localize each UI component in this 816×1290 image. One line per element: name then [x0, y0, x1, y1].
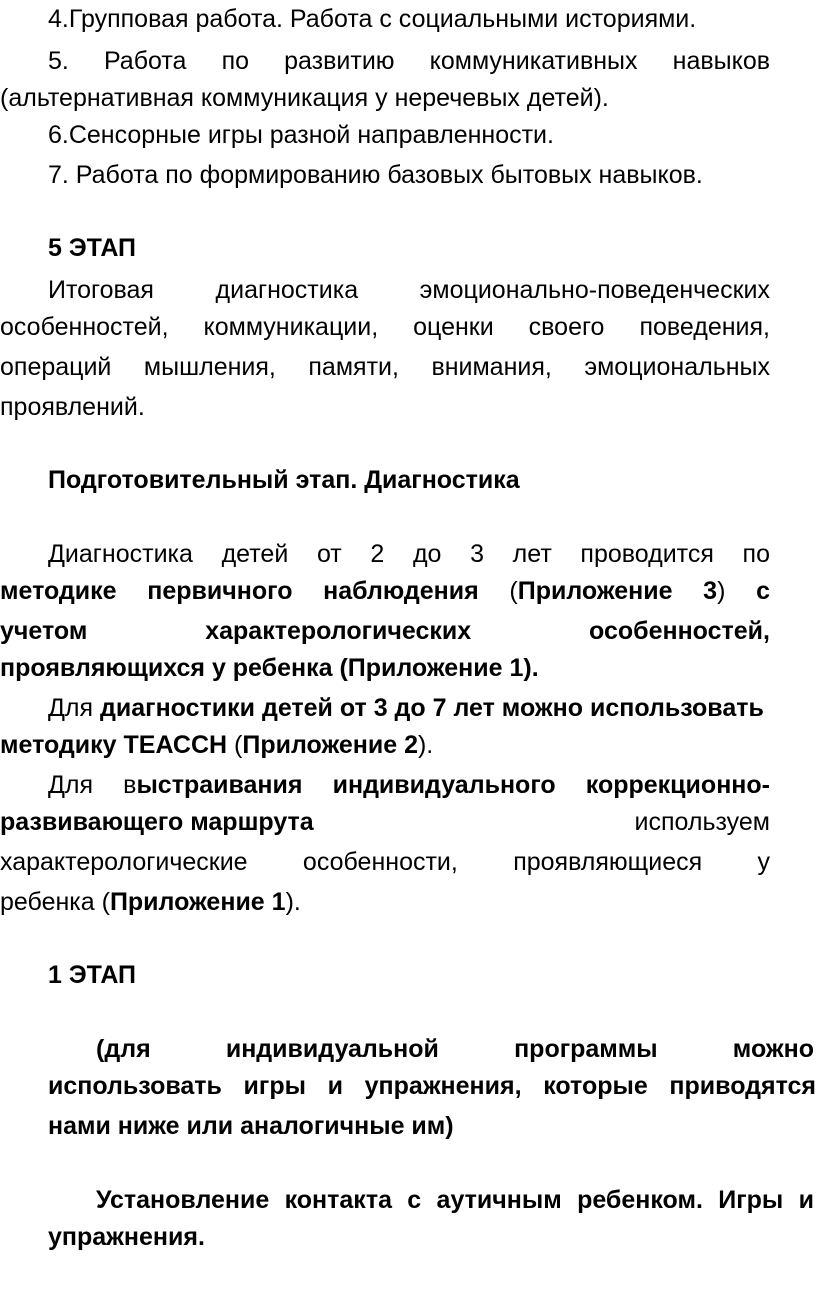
subsection-title-line-1: Установление контакта с аутичным ребенком. Игры и: [96, 1186, 814, 1214]
prep-p2-line-1: Для диагностики детей от 3 до 7 лет можно использовать: [48, 694, 764, 722]
prep-p1-line-4: проявляющихся у ребенка (Приложение 1).: [0, 654, 539, 682]
appendix-3-ref: Приложение 3: [517, 577, 718, 605]
subsection-title-line-2: упражнения.: [48, 1223, 205, 1251]
list-item-6: 6.Сенсорные игры разной направленности.: [48, 121, 554, 149]
stage-1-note-line-3: нами ниже или аналогичные им): [48, 1112, 454, 1140]
prep-p3-line-1: Для выстраивания индивидуального коррекционно-: [48, 771, 770, 799]
prep-p3-line-3: характерологические особенности, проявляющиеся у: [0, 848, 770, 876]
list-item-5-line-1: 5. Работа по развитию коммуникативных навыков: [48, 47, 770, 75]
stage-5-heading: 5 ЭТАП: [48, 234, 137, 262]
appendix-1-ref: Приложение 1: [109, 888, 286, 916]
stage-5-line-4: проявлений.: [0, 393, 145, 421]
appendix-2-ref: Приложение 2: [242, 731, 418, 759]
method-observation-text: методике первичного наблюдения: [0, 577, 479, 605]
stage-1-note-line-1: (для индивидуальной программы можно: [96, 1035, 814, 1063]
list-item-7: 7. Работа по формированию базовых бытовых навыков.: [48, 161, 703, 189]
prep-p2-line-2: методику ТЕАССН (Приложение 2).: [0, 731, 434, 759]
stage-1-note-line-2: использовать игры и упражнения, которые приводятся: [48, 1072, 816, 1100]
stage-5-line-2: особенностей, коммуникации, оценки своего поведения,: [0, 313, 770, 341]
stage-1-heading: 1 ЭТАП: [48, 961, 137, 989]
stage-5-line-3: операций мышления, памяти, внимания, эмоциональных: [0, 353, 770, 381]
prep-p1-line-3: учетом характерологических особенностей,: [0, 617, 770, 645]
list-item-4: 4.Групповая работа. Работа с социальными историями.: [48, 5, 697, 33]
list-item-5-line-2: (альтернативная коммуникация у неречевых детей).: [0, 84, 609, 112]
teacch-method-text: методику ТЕАССН: [0, 731, 228, 759]
prep-stage-heading: Подготовительный этап. Диагностика: [48, 466, 520, 494]
prep-p1-line-2: методике первичного наблюдения (Приложение 3) с: [0, 577, 770, 605]
stage-5-line-1: Итоговая диагностика эмоционально-поведенческих: [48, 276, 770, 304]
prep-p1-line-1: Диагностика детей от 2 до 3 лет проводится по: [48, 540, 770, 568]
prep-p3-line-2: развивающего маршрута используем: [0, 808, 770, 836]
prep-p3-line-4: ребенка (Приложение 1).: [0, 888, 301, 916]
